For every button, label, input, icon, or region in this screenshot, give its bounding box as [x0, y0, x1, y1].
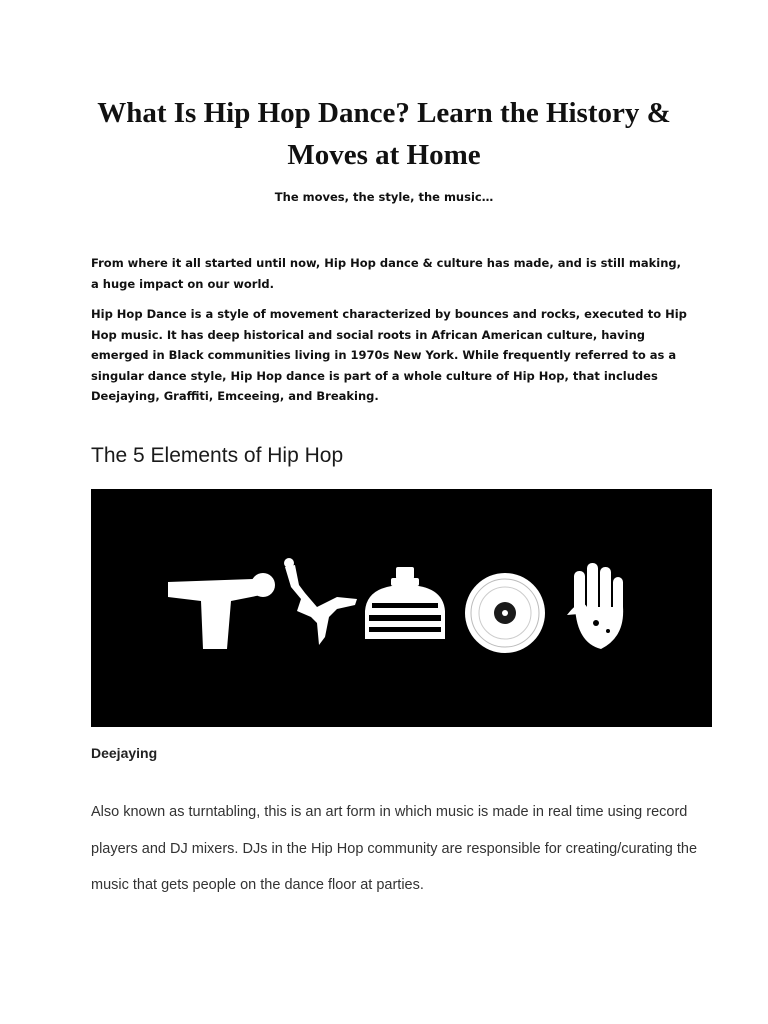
spray-can-icon [365, 567, 445, 639]
section-heading: The 5 Elements of Hip Hop [91, 444, 344, 467]
deejaying-paragraph: Also known as turntabling, this is an art form in which music is made in real time using record players and DJ mixers. DJs in the Hip Hop community are responsible for creating/curating the music that gets people on the dance floor at parties. [91, 804, 698, 893]
breakdancer-icon [284, 558, 357, 645]
five-elements-banner [91, 489, 712, 727]
microphone-hand-icon [168, 573, 275, 649]
intro-paragraph: From where it all started until now, Hip Hop dance & culture has made, and is still making, a huge impact on our world. [91, 256, 681, 291]
handprint-icon [567, 563, 623, 649]
subsection-heading: Deejaying [91, 745, 158, 761]
vinyl-record-icon [465, 573, 545, 653]
page-subtitle: The moves, the style, the music… [274, 190, 494, 204]
description-paragraph: Hip Hop Dance is a style of movement characterized by bounces and rocks, executed to Hip Hop music. It has deep historical and social roots in African American culture, having emerged in Black communities living in 1970s New York. While frequently referred to as a singular dance style, Hip Hop dance is part of a whole culture of Hip Hop, that includes Deejaying, Graffiti, Emceeing, and Breaking. [91, 307, 687, 403]
page-title: What Is Hip Hop Dance? Learn the History & Moves at Home [97, 97, 671, 171]
